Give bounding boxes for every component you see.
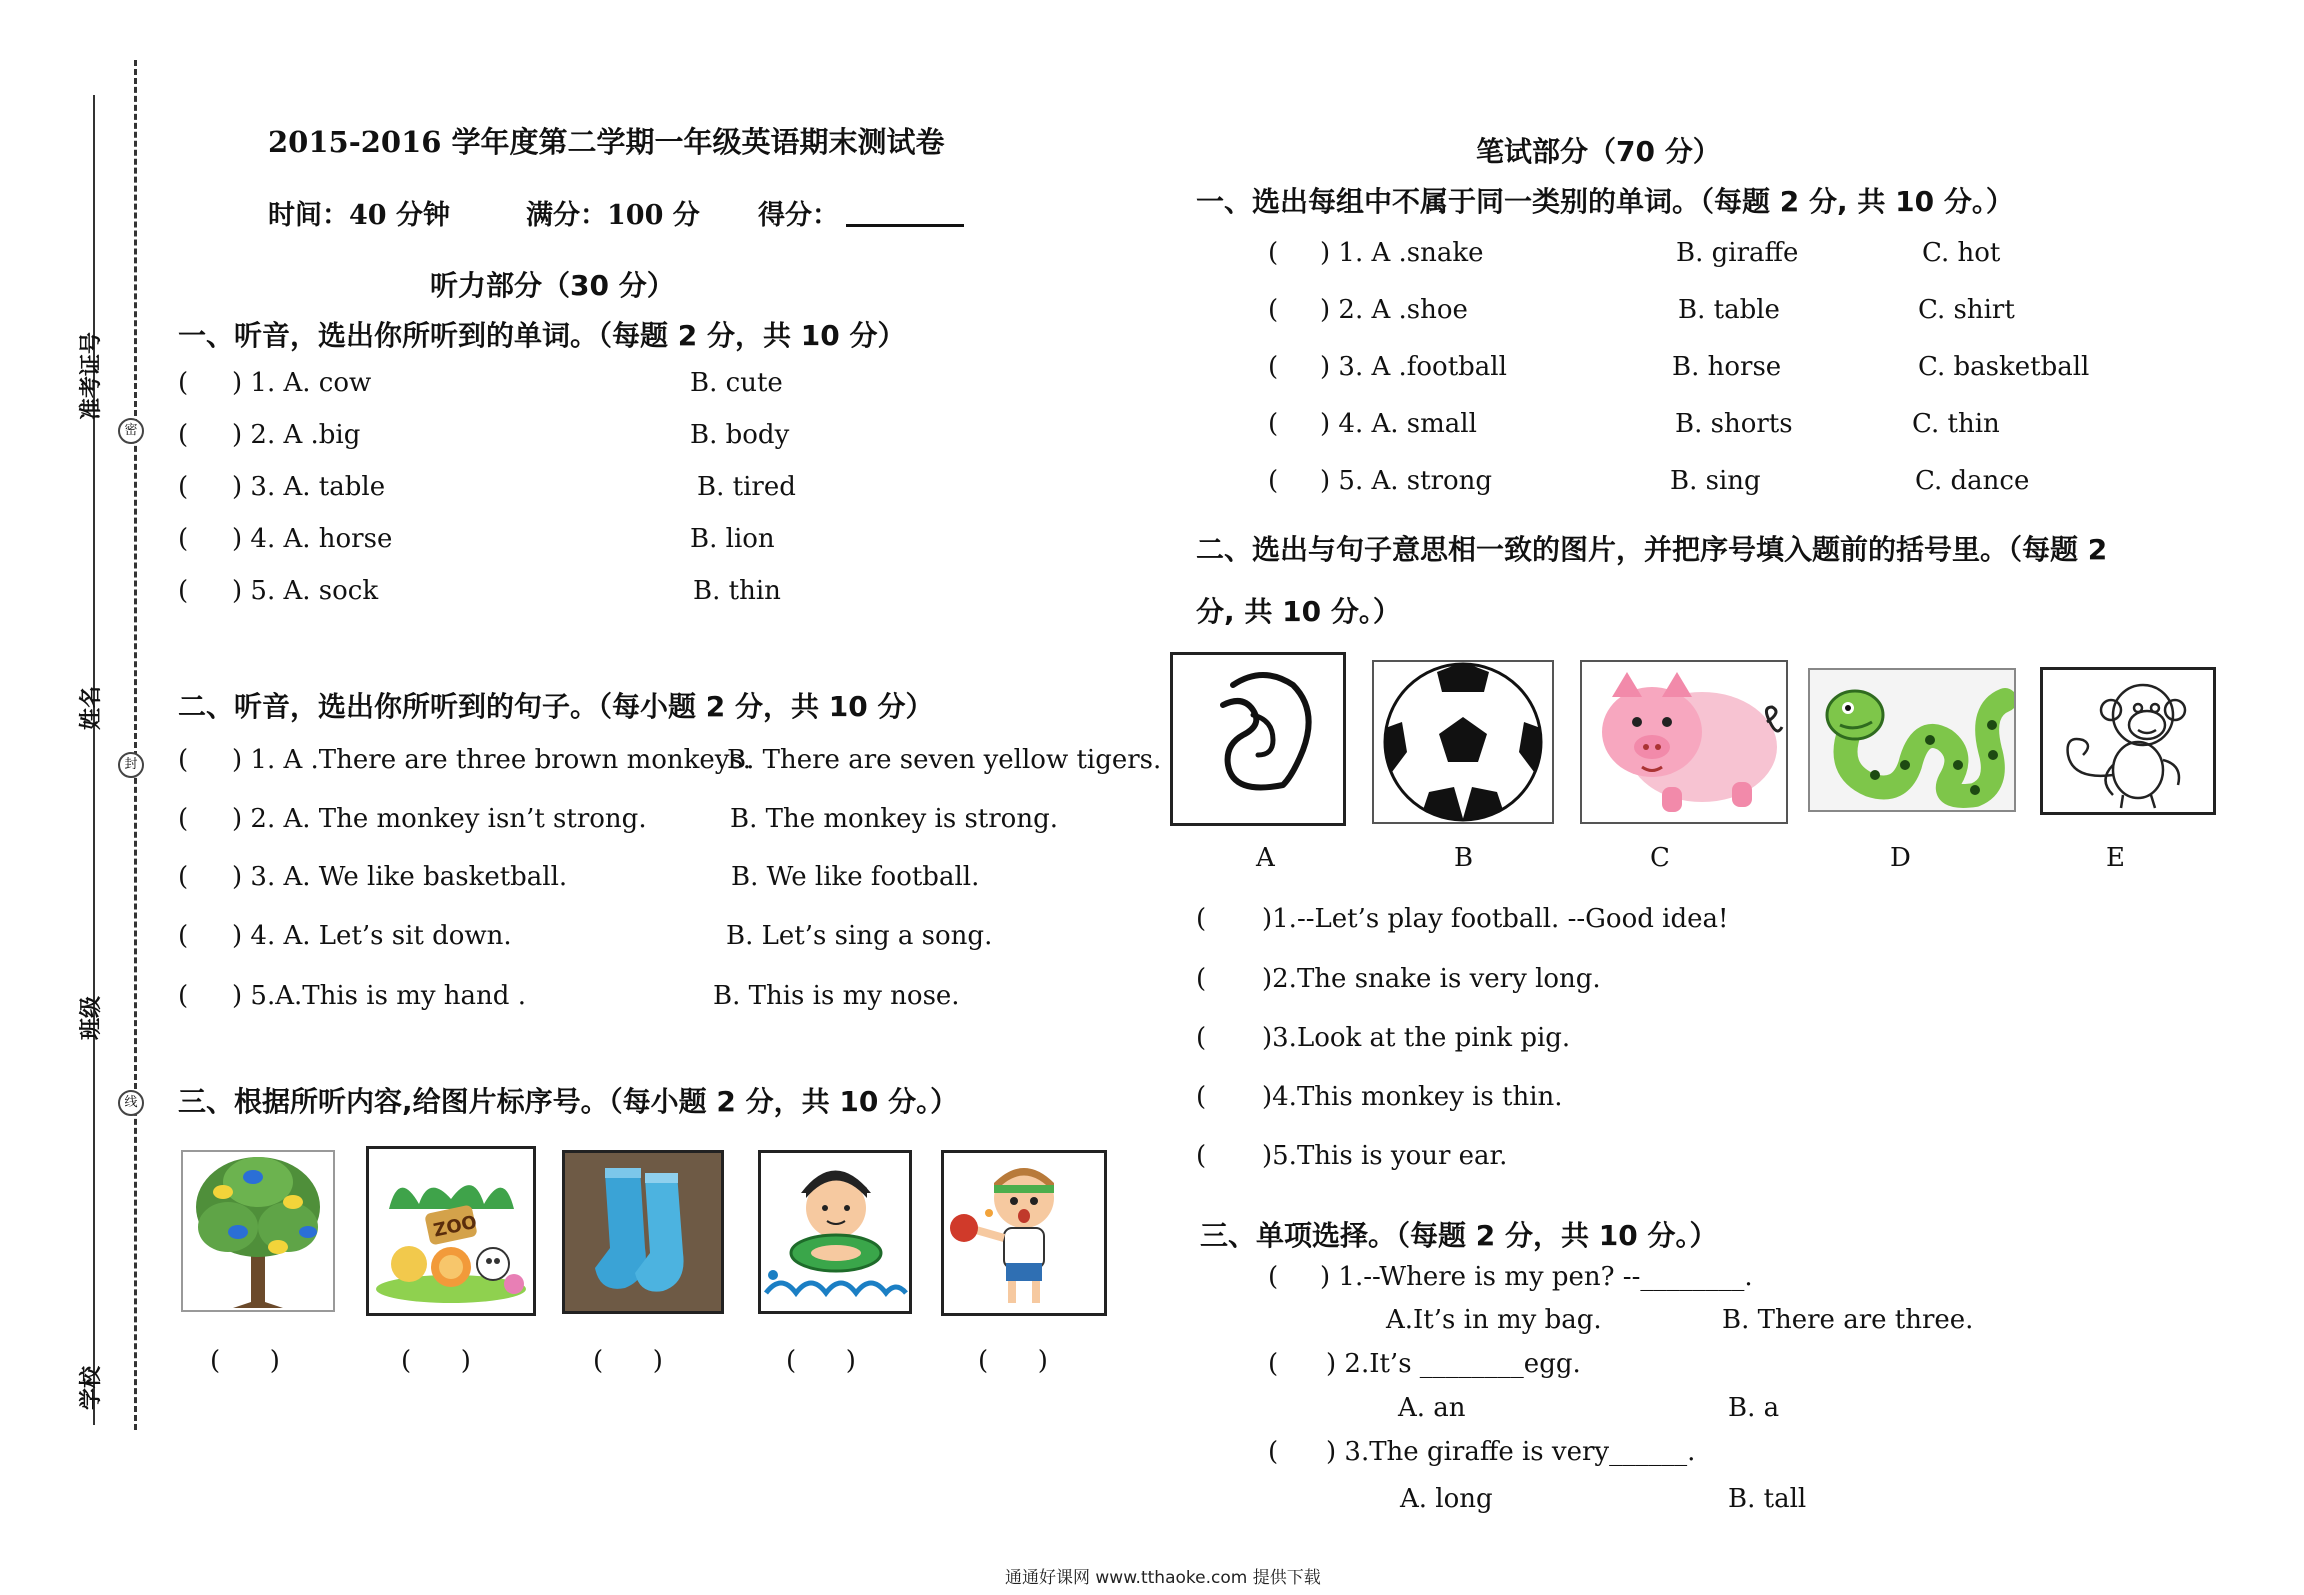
question-option-a: ) 5. A. strong — [1320, 466, 1493, 496]
paren-open: ( — [178, 524, 189, 554]
ear-image — [1170, 652, 1346, 826]
question-option-a: ) 1. A .There are three brown monkeys. — [232, 745, 752, 775]
paren-open: ( — [178, 921, 189, 951]
zoo-sign-text: ZOO — [431, 1211, 479, 1242]
question-option-a: ) 1. A .snake — [1320, 238, 1484, 268]
question-sentence: )1.--Let’s play football. --Good idea! — [1262, 904, 1729, 934]
paren-open: ( — [1196, 1141, 1207, 1171]
writing-part3-title: 三、单项选择。（每题 2 分，共 10 分。） — [1200, 1219, 1718, 1252]
picture-letter: A — [1256, 843, 1275, 873]
choice-b: B. tall — [1728, 1484, 1807, 1514]
margin-line — [93, 95, 95, 1425]
pig-image — [1580, 660, 1788, 824]
choice-a: A. an — [1398, 1393, 1466, 1423]
question-option-a: ) 3. A .football — [1320, 352, 1507, 382]
paren-open: ( — [1268, 1262, 1279, 1292]
question-option-c: C. basketball — [1918, 352, 2090, 382]
question-sentence: )2.The snake is very long. — [1262, 964, 1601, 994]
picture-letter: E — [2106, 843, 2125, 873]
question-option-b: B. shorts — [1675, 409, 1793, 439]
writing-part2-title-line2: 分, 共 10 分。） — [1196, 595, 1401, 628]
football-image — [1372, 660, 1554, 824]
question-option-a: ) 5. A. sock — [232, 576, 379, 606]
school-label: 学校 — [79, 1365, 104, 1410]
question-option-a: ) 3. A. We like basketball. — [232, 862, 568, 892]
question-option-a: ) 4. A. small — [1320, 409, 1477, 439]
boy-playing-ping-pong-image — [941, 1150, 1107, 1316]
paren-open: ( — [178, 862, 189, 892]
writing-part2-title-line1: 二、选出与句子意思相一致的图片，并把序号填入题前的括号里。（每题 2 — [1196, 533, 2108, 566]
answer-bracket[interactable]: ( ) — [978, 1346, 1048, 1376]
question-stem: ) 3.The giraffe is very______. — [1326, 1437, 1696, 1467]
paren-open: ( — [1268, 409, 1279, 439]
question-sentence: )4.This monkey is thin. — [1262, 1082, 1563, 1112]
question-option-c: C. thin — [1912, 409, 2000, 439]
question-option-a: ) 1. A. cow — [232, 368, 372, 398]
answer-bracket[interactable]: ( ) — [401, 1346, 471, 1376]
question-stem: ) 2.It’s ________egg. — [1326, 1349, 1581, 1379]
question-option-b: B. This is my nose. — [713, 981, 960, 1011]
score-blank[interactable] — [846, 224, 964, 227]
snake-image — [1808, 668, 2016, 812]
question-option-a: ) 2. A .shoe — [1320, 295, 1468, 325]
exam-title: 2015-2016 学年度第二学期一年级英语期末测试卷 — [268, 125, 945, 159]
question-option-c: C. dance — [1915, 466, 2030, 496]
paren-open: ( — [178, 420, 189, 450]
listening-part1-title: 一、听音，选出你所听到的单词。（每题 2 分，共 10 分） — [178, 319, 906, 352]
answer-bracket[interactable]: ( ) — [593, 1346, 663, 1376]
writing-part1-title: 一、选出每组中不属于同一类别的单词。（每题 2 分, 共 10 分。） — [1196, 185, 2014, 218]
question-option-b: B. There are seven yellow tigers. — [727, 745, 1162, 775]
answer-bracket[interactable]: ( ) — [786, 1346, 856, 1376]
boy-swimming-image — [758, 1150, 912, 1314]
paren-open: ( — [1268, 295, 1279, 325]
class-label: 班级 — [79, 995, 104, 1040]
question-sentence: )5.This is your ear. — [1262, 1141, 1508, 1171]
question-option-b: B. giraffe — [1676, 238, 1799, 268]
seal-mark: 线 — [118, 1090, 144, 1116]
question-option-b: B. We like football. — [731, 862, 980, 892]
footer-source: 通通好课网 www.tthaoke.com 提供下载 — [1005, 1568, 1321, 1588]
seal-mark: 封 — [118, 752, 144, 778]
question-option-a: ) 3. A. table — [232, 472, 386, 502]
zoo-animals-image — [366, 1146, 536, 1316]
paren-open: ( — [1196, 1082, 1207, 1112]
question-option-b: B. lion — [690, 524, 775, 554]
picture-letter: D — [1890, 843, 1911, 873]
picture-letter: B — [1454, 843, 1474, 873]
question-option-a: ) 2. A. The monkey isn’t strong. — [232, 804, 647, 834]
question-option-b: B. thin — [693, 576, 781, 606]
exam-full-score: 满分：100 分 — [526, 200, 700, 231]
choice-a: A.It’s in my bag. — [1386, 1305, 1602, 1335]
question-option-b: B. Let’s sing a song. — [726, 921, 993, 951]
paren-open: ( — [178, 368, 189, 398]
paren-open: ( — [178, 981, 189, 1011]
question-option-b: B. cute — [690, 368, 783, 398]
seal-mark: 密 — [118, 418, 144, 444]
exam-time: 时间：40 分钟 — [268, 200, 450, 231]
listening-part2-title: 二、听音，选出你所听到的句子。（每小题 2 分，共 10 分） — [178, 690, 934, 723]
question-option-c: C. hot — [1922, 238, 2001, 268]
question-option-b: B. horse — [1672, 352, 1782, 382]
question-option-a: ) 2. A .big — [232, 420, 361, 450]
dashed-binding-line — [134, 60, 137, 1430]
question-option-b: B. The monkey is strong. — [730, 804, 1058, 834]
paren-open: ( — [1268, 466, 1279, 496]
birds-in-tree-image — [181, 1150, 335, 1312]
question-option-a: ) 5.A.This is my hand . — [232, 981, 526, 1011]
paren-open: ( — [178, 804, 189, 834]
paren-open: ( — [1196, 1023, 1207, 1053]
paren-open: ( — [178, 745, 189, 775]
choice-b: B. There are three. — [1722, 1305, 1974, 1335]
writing-heading: 笔试部分（70 分） — [1476, 135, 1721, 168]
question-option-a: ) 4. A. Let’s sit down. — [232, 921, 512, 951]
choice-b: B. a — [1728, 1393, 1780, 1423]
paren-open: ( — [1196, 964, 1207, 994]
question-option-b: B. sing — [1670, 466, 1761, 496]
picture-letter: C — [1650, 843, 1670, 873]
monkey-image — [2040, 667, 2216, 815]
answer-bracket[interactable]: ( ) — [210, 1346, 280, 1376]
listening-heading: 听力部分（30 分） — [430, 269, 675, 302]
question-stem: ) 1.--Where is my pen? --________. — [1320, 1262, 1753, 1292]
socks-image — [562, 1150, 724, 1314]
choice-a: A. long — [1400, 1484, 1493, 1514]
paren-open: ( — [1268, 238, 1279, 268]
name-label: 姓名 — [79, 685, 104, 730]
paren-open: ( — [1196, 904, 1207, 934]
listening-part3-title: 三、根据所听内容,给图片标序号。（每小题 2 分，共 10 分。） — [178, 1085, 959, 1118]
question-option-a: ) 4. A. horse — [232, 524, 393, 554]
question-option-b: B. body — [690, 420, 790, 450]
score-label: 得分： — [758, 200, 839, 231]
question-sentence: )3.Look at the pink pig. — [1262, 1023, 1571, 1053]
exam-number-label: 准考证号 — [79, 331, 104, 420]
paren-open: ( — [178, 576, 189, 606]
question-option-b: B. table — [1678, 295, 1780, 325]
paren-open: ( — [178, 472, 189, 502]
paren-open: ( — [1268, 352, 1279, 382]
paren-open: ( — [1268, 1349, 1279, 1379]
paren-open: ( — [1268, 1437, 1279, 1467]
question-option-b: B. tired — [697, 472, 796, 502]
question-option-c: C. shirt — [1918, 295, 2015, 325]
